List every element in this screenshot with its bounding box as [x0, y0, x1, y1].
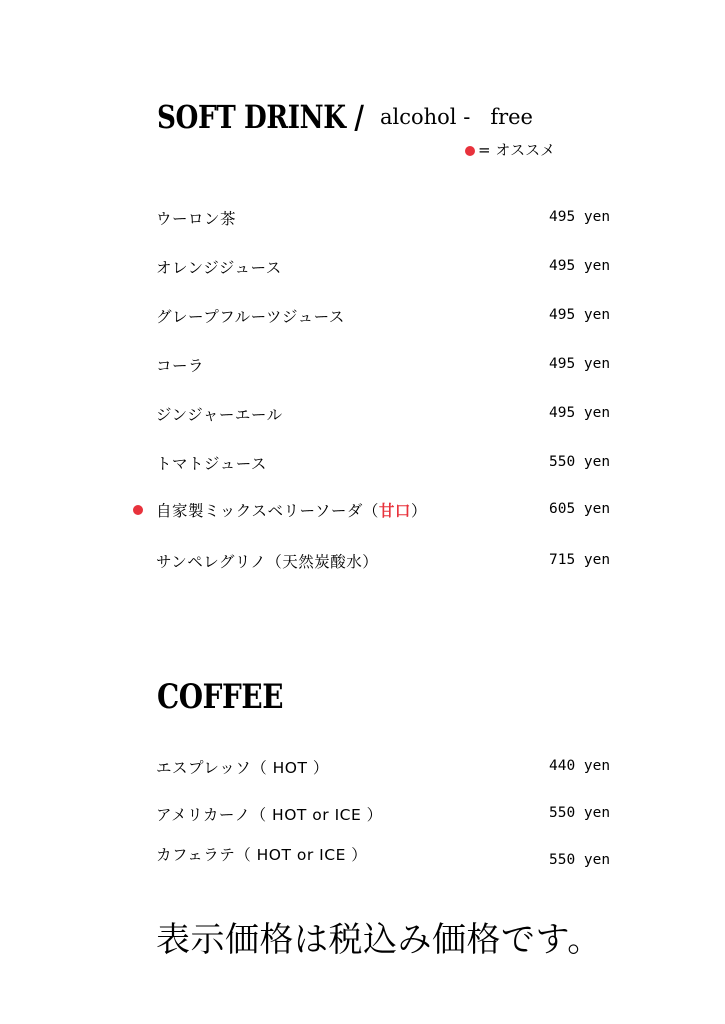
list-item-price: 715 yen: [549, 552, 611, 568]
item-name-note: 甘口: [378, 502, 411, 520]
list-item-name: オレンジジュース: [156, 259, 282, 277]
list-item-price: 550 yen: [549, 454, 611, 470]
list-item-price: 605 yen: [549, 501, 611, 517]
coffee-title: COFFEE: [157, 677, 284, 717]
recommend-dot-icon: [465, 146, 475, 156]
list-item-price: 495 yen: [549, 405, 611, 421]
list-item-price: 495 yen: [549, 209, 611, 225]
list-item-name: コーラ: [156, 357, 205, 375]
list-item-price: 440 yen: [549, 758, 611, 774]
list-item-name: ウーロン茶: [156, 210, 237, 228]
list-item-price: 550 yen: [549, 805, 611, 821]
item-name-close: ）: [410, 502, 427, 520]
soft-drink-title: SOFT DRINK /: [157, 98, 364, 136]
list-item-name: トマトジュース: [156, 455, 267, 473]
list-item-name-recommended: [156, 499, 427, 521]
list-item-name: ジンジャーエール: [156, 406, 283, 424]
recommended-dot-icon: [133, 505, 143, 515]
recommend-legend: [465, 139, 555, 160]
list-item-name: カフェラテ（ HOT or ICE ）: [156, 846, 368, 864]
soft-drink-subtitle-text: alcohol - free: [380, 105, 533, 129]
list-item-name: サンペレグリノ（天然炭酸水）: [156, 553, 379, 571]
item-name-text: 自家製ミックスベリーソーダ（: [156, 502, 379, 520]
list-item-name: エスプレッソ（ HOT ）: [156, 759, 329, 777]
list-item-price: 495 yen: [549, 258, 611, 274]
list-item-name: アメリカーノ（ HOT or ICE ）: [156, 806, 383, 824]
tax-note: 表示価格は税込み価格です。: [156, 920, 602, 960]
list-item-price: 550 yen: [549, 852, 611, 868]
soft-drink-subtitle: [380, 105, 533, 129]
list-item-price: 495 yen: [549, 356, 611, 372]
list-item-name: グレープフルーツジュース: [156, 308, 345, 326]
recommend-legend-text: = オススメ: [478, 141, 556, 159]
list-item-price: 495 yen: [549, 307, 611, 323]
